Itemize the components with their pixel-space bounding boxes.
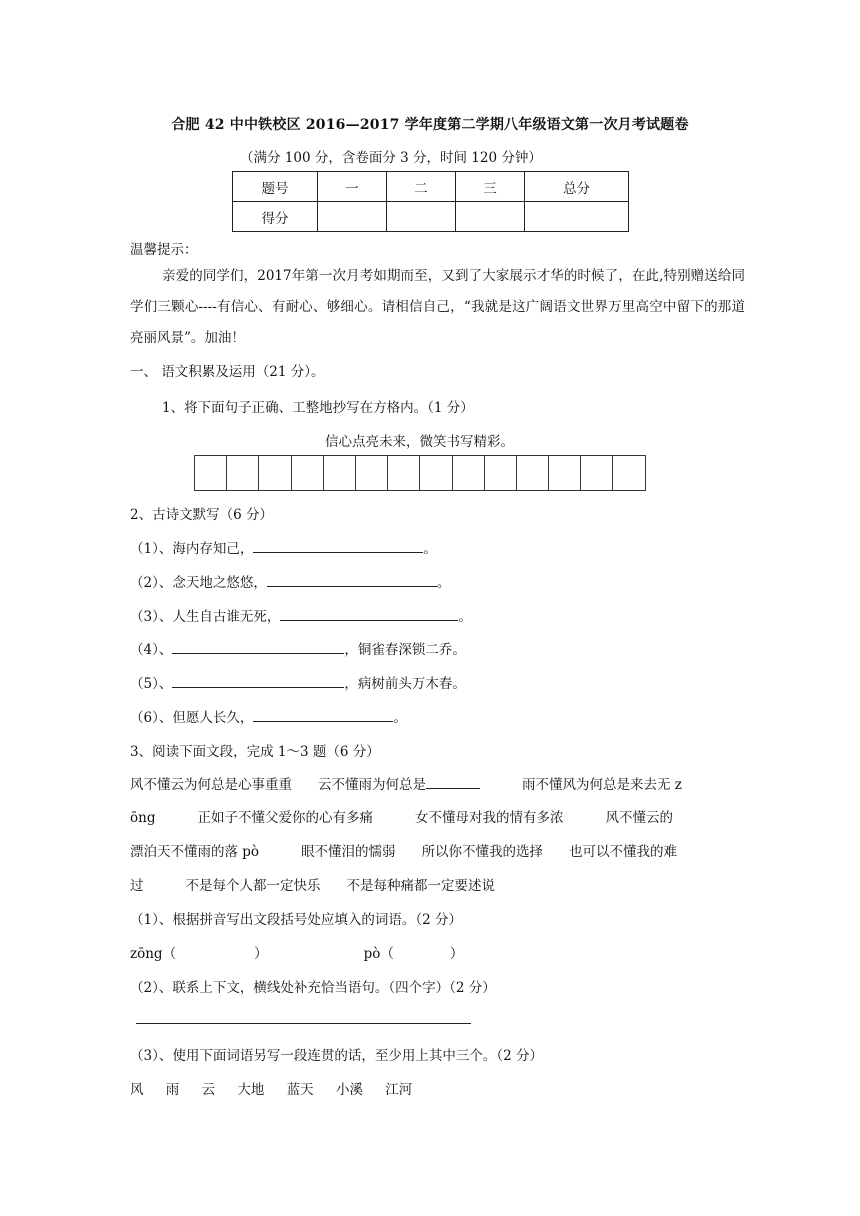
grid-cell[interactable] <box>388 455 420 491</box>
fill-blank[interactable] <box>172 639 344 654</box>
poem-item-suffix: ，病树前头万木春。 <box>344 676 466 692</box>
sub-question-3: （3）、使用下面词语另写一段连贯的话，至少用上其中三个。（2 分） <box>130 1048 543 1064</box>
copy-sentence: 信心点亮未来，微笑书写精彩。 <box>325 434 514 450</box>
poem-item-suffix: ，铜雀春深锁二乔。 <box>344 642 466 658</box>
word-item: 小溪 <box>335 1082 363 1098</box>
score-cell[interactable] <box>318 202 387 232</box>
question-3: 3、阅读下面文段，完成 1～3 题（6 分） <box>130 744 380 760</box>
grid-cell[interactable] <box>356 455 388 491</box>
reading-text: 雨不懂风为何总是来去无 z <box>522 777 682 793</box>
sub-question-1: （1）、根据拼音写出文段括号处应填入的词语。（2 分） <box>130 912 462 928</box>
score-table-score-row <box>233 202 629 232</box>
reading-text: 不是每种痛都一定要述说 <box>346 878 495 894</box>
reading-text: 云不懂雨为何总是 <box>318 777 426 793</box>
pinyin-close: ） <box>254 946 268 962</box>
header-cell: 二 <box>387 172 456 202</box>
reading-line-2 <box>130 806 673 826</box>
score-cell[interactable] <box>525 202 629 232</box>
pinyin-zong: zōng（ <box>130 946 177 962</box>
poem-item-suffix: 。 <box>458 609 472 625</box>
reading-text: 过 <box>130 878 144 894</box>
grid-cell[interactable] <box>195 455 227 491</box>
fill-blank[interactable] <box>253 707 393 722</box>
word-list <box>130 1078 430 1098</box>
grid-cell[interactable] <box>453 455 485 491</box>
poem-item-6 <box>130 706 407 726</box>
grid-cell[interactable] <box>581 455 613 491</box>
poem-item-prefix: （3）、人生自古谁无死， <box>130 609 281 625</box>
reading-text: 正如子不懂父爱你的心有多痛 <box>197 810 373 826</box>
tip-text: 亲爱的同学们，2017年第一次月考如期而至，又到了大家展示才华的时候了，在此,特别赠送给同学们三颗心----有信心、有耐心、够细心。请相信自己，“我就是这广阔语文世界万里高空中留下的那道亮丽风景”。加油！ <box>130 268 745 346</box>
grid-cell[interactable] <box>259 455 291 491</box>
score-table <box>232 171 629 232</box>
writing-grid[interactable] <box>194 455 646 491</box>
word-item: 风 <box>130 1082 144 1098</box>
grid-cell[interactable] <box>292 455 324 491</box>
word-item: 江河 <box>385 1082 413 1098</box>
poem-item-5 <box>130 672 466 692</box>
reading-line-1 <box>130 773 682 793</box>
score-table-header-row <box>233 172 629 202</box>
poem-item-3 <box>130 605 472 625</box>
header-cell: 总分 <box>525 172 629 202</box>
question-2: 2、古诗文默写（6 分） <box>130 507 273 523</box>
poem-item-prefix: （6）、但愿人长久， <box>130 710 254 726</box>
answer-line[interactable] <box>136 1023 471 1024</box>
section1-heading: 一、 语文积累及运用（21 分）。 <box>130 364 325 380</box>
exam-title: 合肥 42 中中铁校区 2016—2017 学年度第二学期八年级语文第一次月考试题卷 <box>171 117 689 133</box>
poem-item-suffix: 。 <box>436 575 451 591</box>
grid-cell[interactable] <box>517 455 549 491</box>
score-cell[interactable] <box>387 202 456 232</box>
poem-item-prefix: （2）、念天地之悠悠， <box>130 575 267 591</box>
header-cell: 三 <box>456 172 525 202</box>
sub-question-2: （2）、联系上下文，横线处补充恰当语句。（四个字）（2 分） <box>130 980 496 996</box>
word-item: 雨 <box>165 1082 180 1098</box>
grid-cell[interactable] <box>549 455 581 491</box>
reading-fill-blank[interactable] <box>426 774 480 789</box>
poem-item-suffix: 。 <box>423 541 437 557</box>
reading-line-4 <box>130 874 495 894</box>
grid-cell[interactable] <box>227 455 259 491</box>
question-1: 1、将下面句子正确、工整地抄写在方格内。（1 分） <box>162 400 474 416</box>
header-cell: 题号 <box>233 172 318 202</box>
reading-text: 风不懂云的 <box>605 810 673 826</box>
fill-blank[interactable] <box>172 673 344 688</box>
reading-text: 不是每个人都一定快乐 <box>185 878 321 894</box>
poem-item-prefix: （4）、 <box>130 642 173 658</box>
header-cell: 一 <box>318 172 387 202</box>
poem-item-1 <box>130 537 437 557</box>
pinyin-po: pò（ <box>363 946 394 962</box>
poem-item-2 <box>130 571 450 591</box>
fill-blank[interactable] <box>280 606 458 621</box>
reading-text: 女不懂母对我的情有多浓 <box>414 810 564 826</box>
fill-blank[interactable] <box>267 572 437 587</box>
exam-subtitle: （满分 100 分，含卷面分 3 分，时间 120 分钟） <box>240 150 542 166</box>
reading-text: 眼不懂泪的懦弱 <box>301 844 396 860</box>
poem-item-4 <box>130 638 466 658</box>
poem-item-prefix: （5）、 <box>130 676 173 692</box>
grid-cell[interactable] <box>420 455 452 491</box>
reading-text: 风不懂云为何总是心事重重 <box>130 777 292 793</box>
poem-item-suffix: 。 <box>393 710 407 726</box>
fill-blank[interactable] <box>253 538 423 553</box>
word-item: 蓝天 <box>286 1082 314 1098</box>
pinyin-close: ） <box>449 946 464 962</box>
tip-label: 温馨提示： <box>130 242 198 258</box>
poem-item-prefix: （1）、海内存知己， <box>130 541 254 557</box>
grid-cell[interactable] <box>324 455 356 491</box>
reading-text: 所以你不懂我的选择 <box>421 844 544 860</box>
grid-cell[interactable] <box>613 455 645 491</box>
reading-line-3 <box>130 840 677 860</box>
word-item: 大地 <box>237 1082 265 1098</box>
row-label-cell: 得分 <box>233 202 318 232</box>
reading-text: ōng <box>130 810 156 826</box>
grid-cell[interactable] <box>485 455 517 491</box>
reading-text: 漂泊天不懂雨的落 pò <box>130 844 260 860</box>
word-item: 云 <box>201 1082 216 1098</box>
reading-text: 也可以不懂我的难 <box>569 844 678 860</box>
score-cell[interactable] <box>456 202 525 232</box>
pinyin-line <box>130 942 463 962</box>
